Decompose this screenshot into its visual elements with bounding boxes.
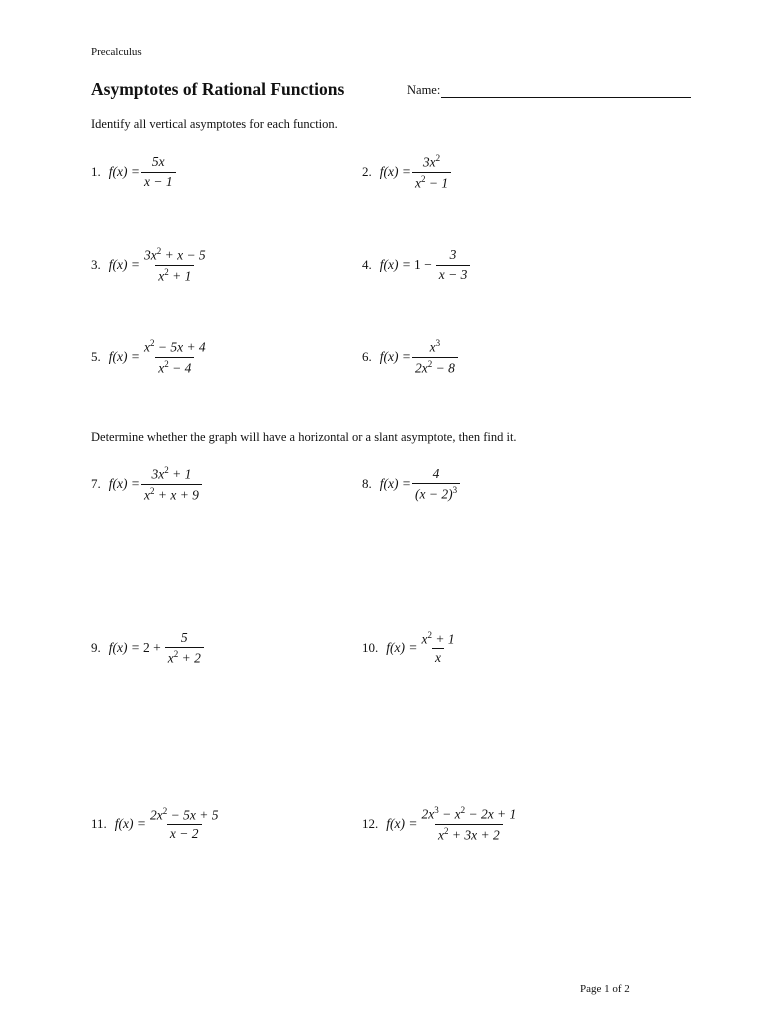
denominator: $x^2 - 4$ — [155, 357, 194, 377]
denominator: $x^2 + 2$ — [165, 647, 204, 667]
function-expression — [380, 247, 471, 282]
function-lhs: f(x) = — [379, 349, 411, 364]
function-expression — [380, 153, 451, 191]
function-lhs: f(x) = — [114, 816, 146, 831]
problem-number: 1. — [91, 164, 101, 179]
numerator: 5 — [180, 629, 188, 645]
function-lhs: f(x) = — [108, 349, 140, 364]
denominator: x − 3 — [436, 265, 471, 283]
function-expression — [109, 246, 209, 284]
problem-2 — [362, 142, 451, 202]
function-prefix: 2 + — [142, 640, 161, 655]
numerator: 5x — [151, 154, 165, 170]
problem-number: 8. — [362, 476, 372, 491]
denominator: x − 2 — [167, 824, 202, 842]
function-expression — [380, 338, 458, 376]
problem-6 — [362, 327, 458, 387]
function-expression — [380, 466, 460, 503]
fraction — [141, 338, 209, 376]
name-field — [407, 83, 691, 98]
problem-number: 11. — [91, 816, 107, 831]
fraction — [147, 806, 221, 843]
function-prefix: 1 − — [413, 257, 432, 272]
problem-12 — [362, 794, 519, 854]
numerator: 4 — [432, 465, 440, 481]
function-lhs: f(x) = — [108, 640, 140, 655]
problem-5 — [91, 327, 209, 387]
problem-7 — [91, 454, 202, 514]
numerator: $x^2 - 5x + 4$ — [143, 337, 206, 355]
function-lhs: f(x) = — [379, 257, 411, 272]
fraction — [141, 154, 176, 189]
section-2-instruction: Determine whether the graph will have a horizontal or a slant asymptote, then find it. — [91, 430, 517, 444]
numerator: $3x^2 + 1$ — [151, 464, 192, 482]
denominator: $2x^2 - 8$ — [412, 357, 458, 377]
denominator: $(x - 2)^3$ — [412, 483, 460, 503]
problem-number: 5. — [91, 349, 101, 364]
problem-8 — [362, 454, 460, 514]
function-expression — [115, 806, 222, 843]
problem-number: 3. — [91, 257, 101, 272]
problem-9 — [91, 618, 204, 678]
fraction — [141, 465, 202, 503]
problem-number: 12. — [362, 816, 379, 831]
course-label: Precalculus — [91, 46, 142, 58]
fraction — [165, 630, 204, 667]
problem-number: 9. — [91, 640, 101, 655]
fraction — [412, 338, 458, 376]
denominator: $x^2 + 3x + 2$ — [435, 824, 503, 844]
denominator: x — [432, 648, 444, 666]
numerator: $2x^3 - x^2 - 2x + 1$ — [421, 804, 517, 822]
function-lhs: f(x) = — [379, 476, 411, 491]
denominator: $x^2 + x + 9$ — [141, 484, 202, 504]
numerator: $3x^2 + x - 5$ — [143, 245, 206, 263]
function-expression — [109, 630, 204, 667]
problem-number: 4. — [362, 257, 372, 272]
fraction — [418, 805, 519, 843]
page-number: Page 1 of 2 — [580, 983, 630, 995]
numerator: $3x^2$ — [422, 152, 441, 170]
function-lhs: f(x) = — [108, 476, 140, 491]
problem-number: 7. — [91, 476, 101, 491]
function-lhs: f(x) = — [108, 164, 140, 179]
denominator: $x^2 - 1$ — [412, 172, 451, 192]
numerator: 3 — [449, 247, 457, 263]
problem-10 — [362, 618, 458, 678]
problem-number: 6. — [362, 349, 372, 364]
worksheet-title: Asymptotes of Rational Functions — [91, 79, 345, 99]
denominator: x − 1 — [141, 172, 176, 190]
fraction — [412, 466, 460, 503]
problem-number: 2. — [362, 164, 372, 179]
problem-11 — [91, 794, 221, 854]
problem-1 — [91, 142, 176, 202]
function-expression — [109, 338, 209, 376]
problem-4 — [362, 235, 470, 295]
denominator: $x^2 + 1$ — [155, 265, 194, 285]
problem-number: 10. — [362, 640, 379, 655]
section-1-instruction: Identify all vertical asymptotes for each function. — [91, 117, 338, 131]
function-lhs: f(x) = — [379, 164, 411, 179]
fraction — [436, 247, 471, 282]
function-expression — [109, 154, 176, 189]
function-expression — [386, 805, 519, 843]
function-expression — [109, 465, 202, 503]
problem-3 — [91, 235, 209, 295]
name-blank-line — [441, 87, 691, 98]
numerator: $x^2 + 1$ — [421, 629, 455, 647]
function-lhs: f(x) = — [386, 640, 418, 655]
function-lhs: f(x) = — [386, 816, 418, 831]
function-lhs: f(x) = — [108, 257, 140, 272]
function-expression — [386, 630, 457, 667]
name-label: Name: — [407, 83, 441, 97]
fraction — [141, 246, 209, 284]
numerator: $x^3$ — [429, 337, 441, 355]
fraction — [418, 630, 457, 667]
fraction — [412, 153, 451, 191]
numerator: $2x^2 - 5x + 5$ — [150, 805, 219, 823]
